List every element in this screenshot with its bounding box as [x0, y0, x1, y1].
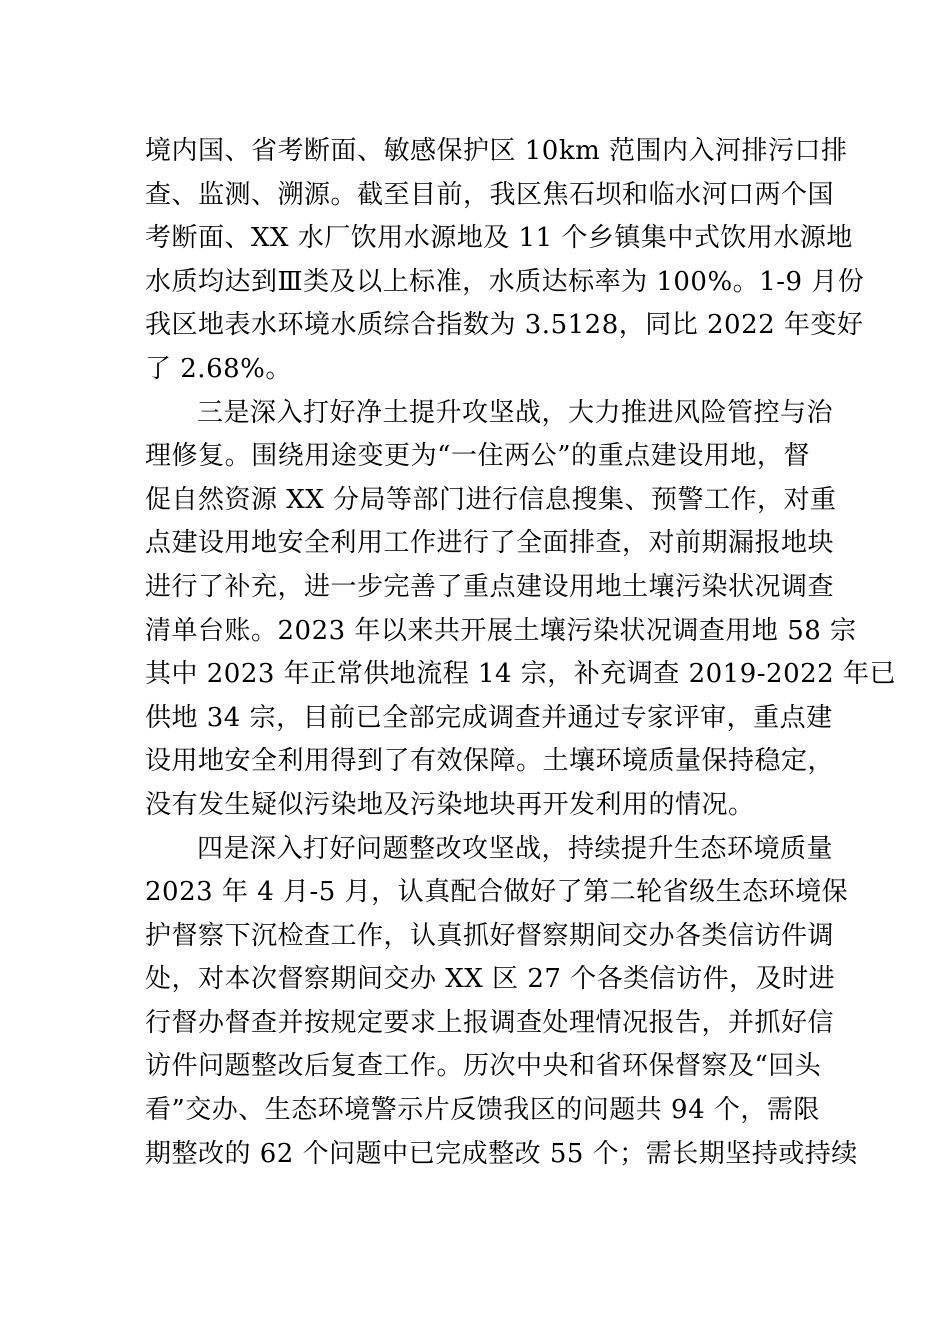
text-line: 没有发生疑似污染地及污染地块再开发利用的情况。 — [145, 789, 755, 820]
text-line: 境内国、省考断面、敏感保护区 10km 范围内入河排污口排 — [145, 136, 848, 166]
body-text — [145, 130, 896, 1176]
text-line: 期整改的 62 个问题中已完成整改 55 个；需长期坚持或持续 — [145, 1138, 858, 1169]
text-line: 访件问题整改后复查工作。历次中央和省环保督察及“回头 — [145, 1051, 822, 1082]
text-line: 查、监测、溯源。截至目前，我区焦石坝和临水河口两个国 — [145, 179, 835, 210]
text-line: 处，对本次督察期间交办 XX 区 27 个各类信访件，及时进 — [145, 964, 836, 995]
text-line: 促自然资源 XX 分局等部门进行信息搜集、预警工作，对重 — [145, 484, 837, 515]
text-line: 供地 34 宗，目前已全部完成调查并通过专家评审，重点建 — [145, 702, 833, 733]
text-line: 我区地表水环境水质综合指数为 3.5128，同比 2022 年变好 — [145, 310, 864, 341]
text-line: 护督察下沉检查工作，认真抓好督察期间交办各类信访件调 — [145, 920, 835, 951]
text-line: 理修复。围绕用途变更为“一住两公”的重点建设用地，督 — [145, 441, 810, 472]
text-line: 点建设用地安全利用工作进行了全面排查，对前期漏报地块 — [145, 528, 835, 559]
text-line: 设用地安全利用得到了有效保障。土壤环境质量保持稳定， — [145, 746, 835, 777]
text-line: 行督办督查并按规定要求上报调查处理情况报告，并抓好信 — [145, 1007, 835, 1038]
text-line: 考断面、XX 水厂饮用水源地及 11 个乡镇集中式饮用水源地 — [145, 223, 853, 254]
text-line: 2023 年 4 月-5 月，认真配合做好了第二轮省级生态环境保 — [145, 877, 849, 908]
paragraph-start-line: 四是深入打好问题整改攻坚战，持续提升生态环境质量 — [197, 833, 834, 864]
text-line: 清单台账。2023 年以来共开展土壤污染状况调查用地 58 宗 — [145, 615, 857, 646]
text-line: 其中 2023 年正常供地流程 14 宗，补充调查 2019-2022 年已 — [145, 659, 896, 690]
text-line: 看”交办、生态环境警示片反馈我区的问题共 94 个，需限 — [145, 1095, 820, 1126]
text-line: 了 2.68%。 — [145, 353, 292, 384]
text-line: 水质均达到Ⅲ类及以上标准，水质达标率为 100%。1-9 月份 — [145, 266, 865, 297]
text-line: 进行了补充，进一步完善了重点建设用地土壤污染状况调查 — [145, 571, 835, 602]
paragraph-start-line: 三是深入打好净土提升攻坚战，大力推进风险管控与治 — [197, 397, 834, 428]
